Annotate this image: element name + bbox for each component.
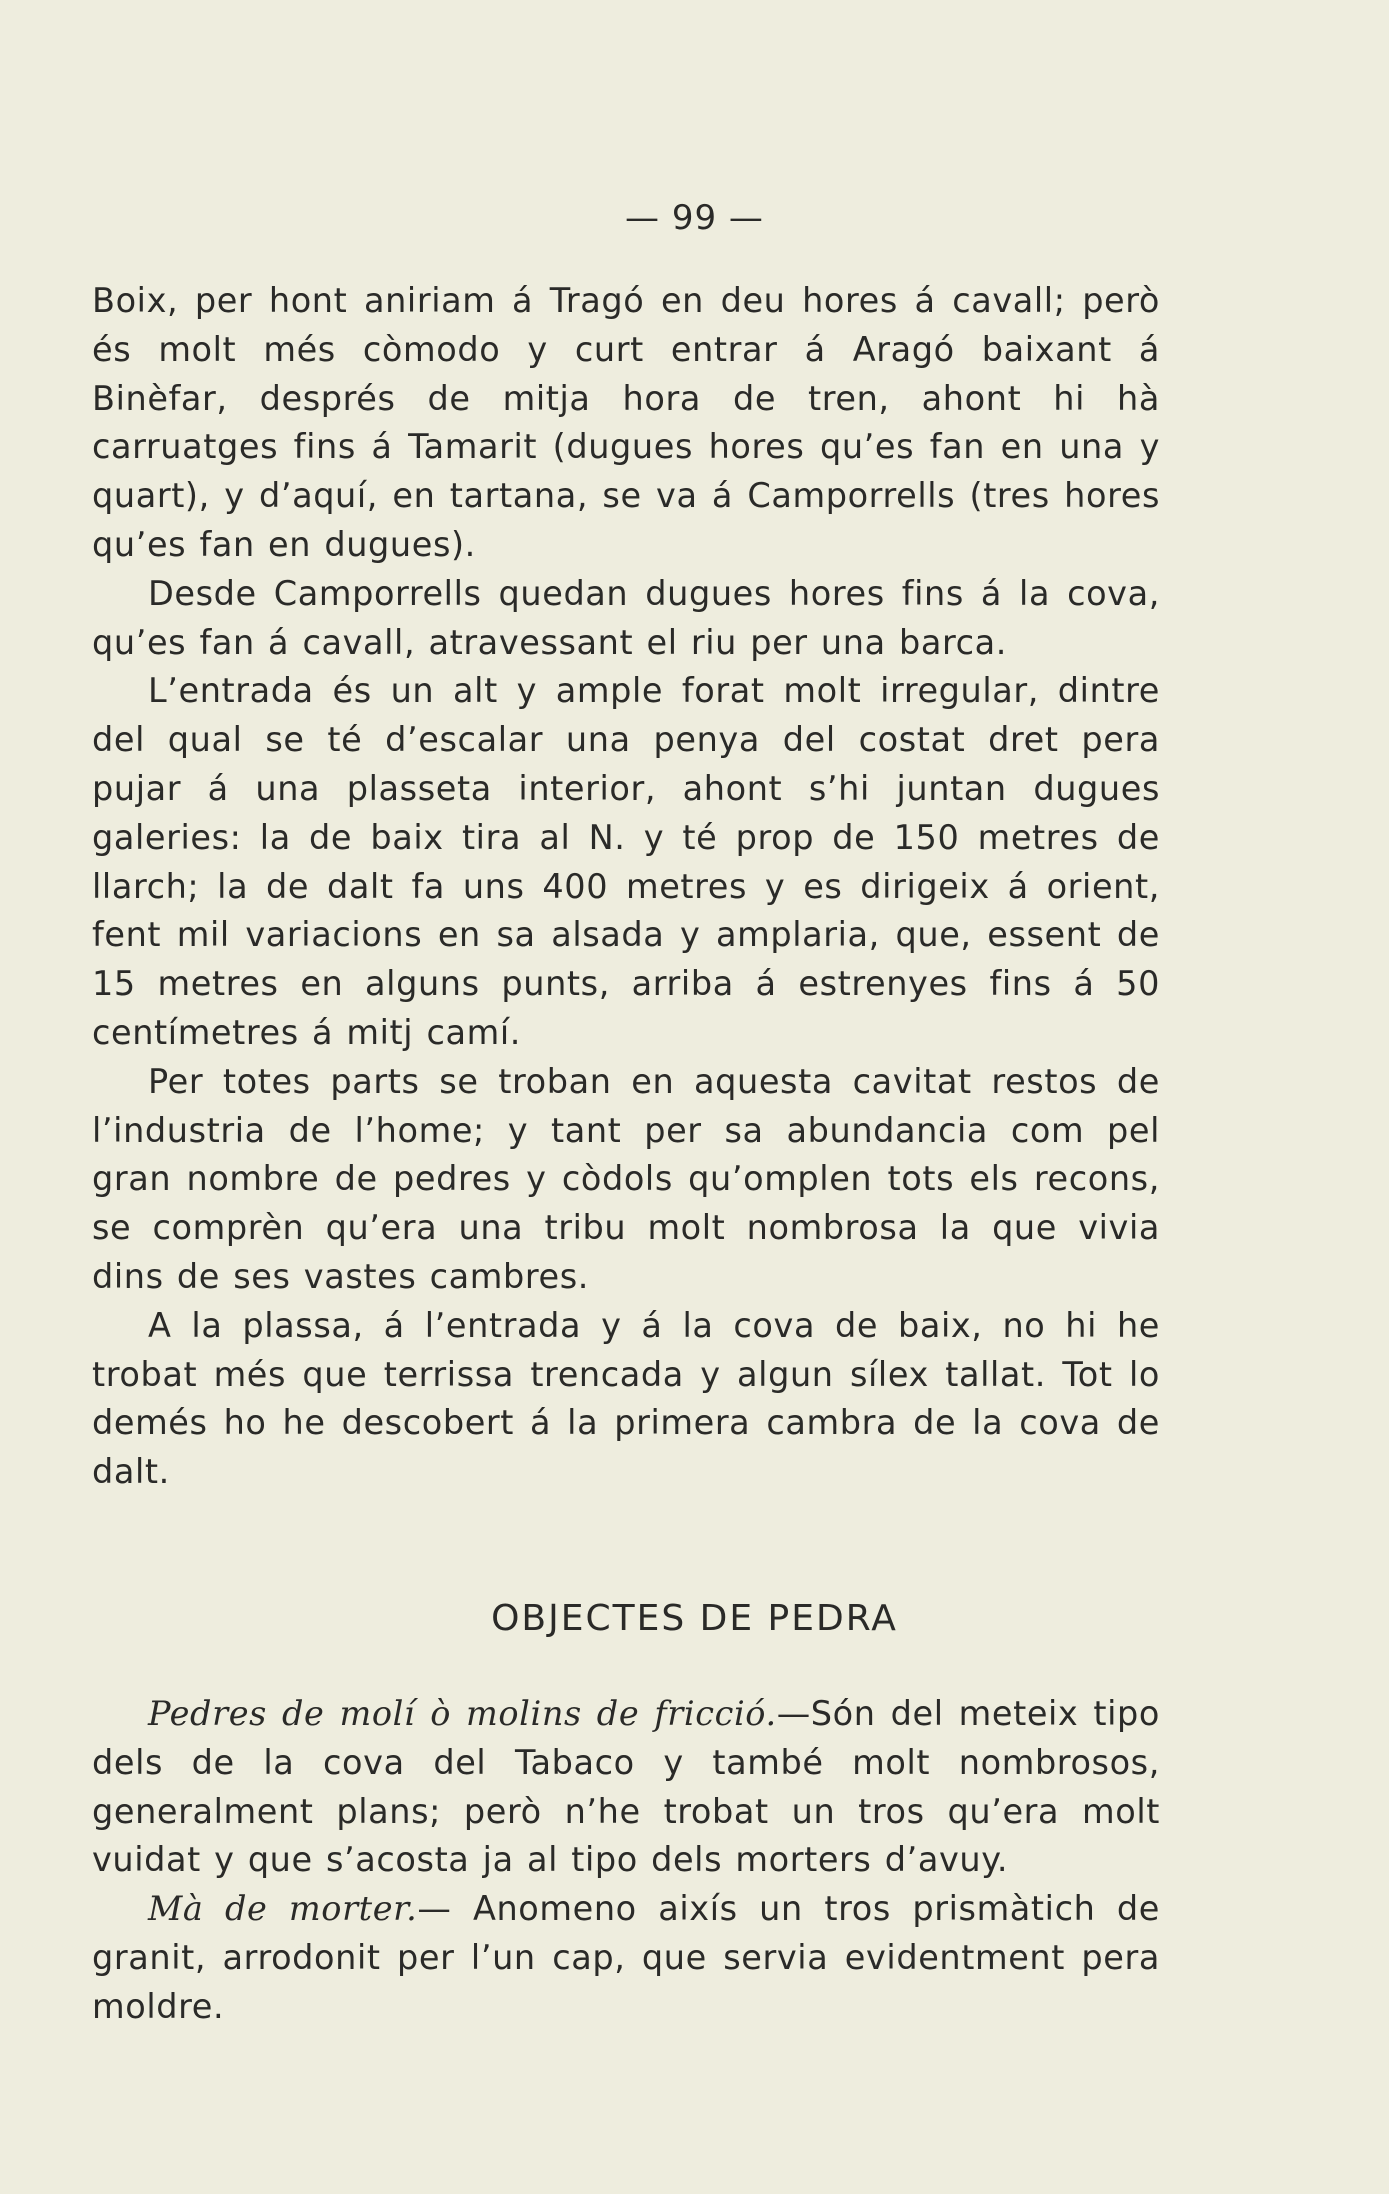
entry-lead: Pedres de molí ò molins de fricció. — [148, 1694, 777, 1733]
entry-lead: Mà de morter. — [148, 1889, 418, 1929]
paragraph: Boix, per hont aniriam á Tragó en deu hores á cavall; però és molt més còmodo y curt entrar á Aragó baixant á Binèfar, després de mitja hora de tren, ahont hi hà carruatges fins á Tamarit (dugues hores qu’es fan en una y quart), y d’aquí, en tartana, se va á Camporrells (tres hores qu’es fan en dugues). — [92, 281, 1160, 564]
page-number: — 99 — — [625, 198, 764, 238]
section-heading: OBJECTES DE PEDRA — [491, 1598, 898, 1639]
entry-text: — Anomeno aixís un tros prismàtich de granit, arrodonit per l’un cap, que servia evidentment pera moldre. — [92, 1889, 1160, 2026]
entry-paragraph — [92, 1885, 1160, 2031]
body-text — [92, 277, 1160, 1497]
paragraph: A la plassa, á l’entrada y á la cova de baix, no hi he trobat més que terrissa trencada y algun sílex tallat. Tot lo demés ho he descobert á la primera cambra de la cova de dalt. — [92, 1305, 1160, 1492]
paragraph: Desde Camporrells quedan dugues hores fins á la cova, qu’es fan á cavall, atravessant el riu per una barca. — [92, 573, 1160, 662]
entries — [92, 1690, 1160, 2032]
paragraph: L’entrada és un alt y ample forat molt irregular, dintre del qual se té d’escalar una penya del costat dret pera pujar á una plasseta interior, ahont s’hi juntan dugues galeries: la de baix tira al N. y té prop de 150 metres de llarch; la de dalt fa uns 400 metres y es dirigeix á orient, fent mil variacions en sa alsada y amplaria, que, essent de 15 metres en alguns punts, arriba á estrenyes fins á 50 centímetres á mitj camí. — [92, 671, 1160, 1052]
entry-paragraph — [92, 1690, 1160, 1885]
entry-text: —Són del meteix tipo dels de la cova del Tabaco y també molt nombrosos, generalment plans; però n’he trobat un tros qu’era molt vuidat y que s’acosta ja al tipo dels morters d’avuy. — [92, 1694, 1160, 1880]
paragraph: Per totes parts se troban en aquesta cavitat restos de l’industria de l’home; y tant per sa abundancia com pel gran nombre de pedres y còdols qu’omplen tots els recons, se comprèn qu’era una tribu molt nombrosa la que vivia dins de ses vastes cambres. — [92, 1061, 1160, 1296]
